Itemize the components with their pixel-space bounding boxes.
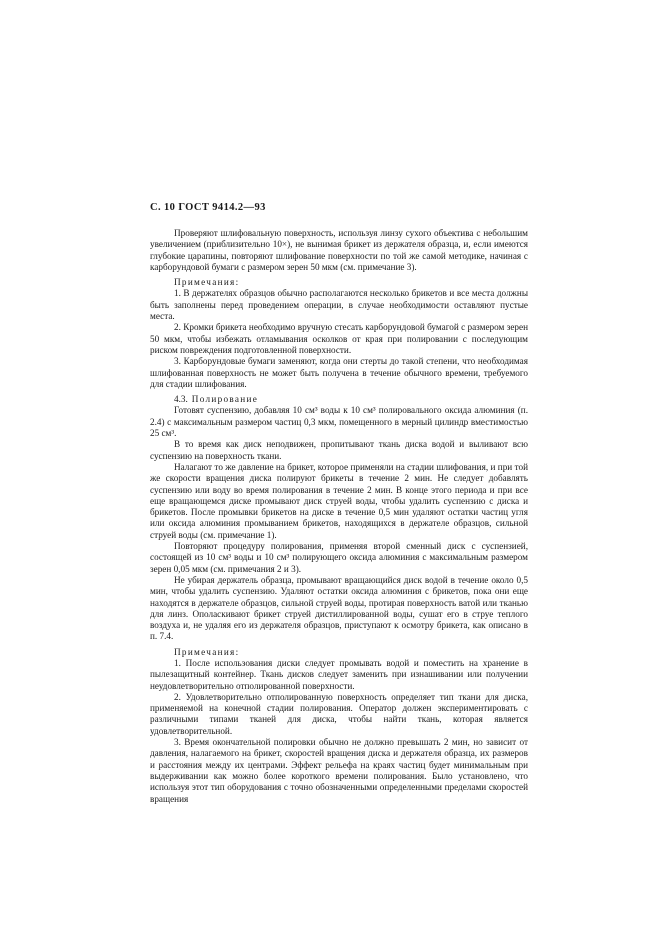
- page-content: [150, 228, 528, 805]
- note-2-1: 1. После использования диски следует промывать водой и поместить на хранение в пылезащитный контейнер. Ткань дисков следует заменить при изнашивании или получении неудовлетворительно отполированной поверхности.: [150, 657, 528, 691]
- p-holder: Не убирая держатель образца, промывают вращающийся диск водой в течение около 0,5 мин, чтобы удалить суспензию. Удаляют остатки оксида алюминия с брикетов, пока они еще находятся в держателе образцов, сильной струей воды, протирая поверхность ватой или тканью для линз. Ополаскивают брикет струей дистиллированной воды, сушат его в струе теплого воздуха и, не удаляя его из держателя образцов, приступают к осмотру брикета, как описано в п. 7.4.: [150, 574, 528, 642]
- note-2-2: 2. Удовлетворительно отполированную поверхность определяет тип ткани для диска, применяемой на конечной стадии полирования. Оператор должен экспериментировать с различными типами тканей для диска, чтобы найти ткань, которая является удовлетворительной.: [150, 691, 528, 736]
- note-2-3: 3. Время окончательной полировки обычно не должно превышать 2 мин, но зависит от давления, налагаемого на брикет, скоростей вращения диска и держателя образца, их размеров и расстояния между их центрами. Эффект рельефа на краях частиц будет минимальным при выдерживании как можно более короткого времени полирования. Было установлено, что используя этот тип оборудования с точно обозначенными определенными пределами скоростей вращения: [150, 737, 528, 804]
- notes-2-title: Примечания:: [174, 646, 240, 657]
- p-prepare: Готовят суспензию, добавляя 10 см³ воды к 10 см³ полировального оксида алюминия (п. 2.4) с максимальным размером частиц 0,3 мкм, помещенного в мерный цилиндр вместимостью 25 см³.: [150, 405, 528, 439]
- p-repeat: Повторяют процедуру полирования, применяя второй сменный диск с суспензией, состоящей из 10 см³ воды и 10 см³ полирующего оксида алюминия с максимальным размером зерен 0,05 мкм (см. примечания 2 и 3).: [150, 541, 528, 574]
- p-press: Налагают то же давление на брикет, которое применяли на стадии шлифования, и при той же скорости вращения диска полируют брикеты в течение 2 мин. Не следует добавлять суспензию или воду во время полирования в течение 2 мин. В конце этого периода и при все еще вращающемся диске промывают диск струей воды, чтобы удалить суспензию с диска и брикетов. После промывки брикетов на диске в течение 0,5 мин удаляют остатки частиц угля или оксида алюминия промыванием брикетов, находящихся в держателе образцов, сильной струей воды (см. примечание 1).: [150, 461, 528, 540]
- page-header: С. 10 ГОСТ 9414.2—93: [150, 202, 266, 213]
- p-check: Проверяют шлифовальную поверхность, используя линзу сухого объектива с небольшим увеличением (приблизительно 10×), не вынимая брикет из держателя образца, и, если имеются глубокие царапины, повторяют шлифование поверхности по той же самой методике, начиная с карборундовой бумаги с размером зерен 50 мкм (см. примечание 3).: [150, 228, 528, 272]
- note-1-1: 1. В держателях образцов обычно располагаются несколько брикетов и все места должны быть заполнены перед проведением операции, в случае необходимости оставляют пустые места.: [150, 288, 528, 322]
- note-1-3: 3. Карборундовые бумаги заменяют, когда они стерты до такой степени, что необходимая шлифованная поверхность не может быть получена в течение обычного времени, требуемого для стадии шлифования.: [150, 356, 528, 389]
- section-title: Полирование: [191, 394, 259, 405]
- p-disk: В то время как диск неподвижен, пропитывают ткань диска водой и выливают всю суспензию на поверхность ткани.: [150, 439, 528, 461]
- section-number: 4.3.: [174, 394, 188, 405]
- section-heading: [150, 394, 528, 405]
- notes-1-title: Примечания:: [174, 277, 240, 288]
- note-1-2: 2. Кромки брикета необходимо вручную стесать карборундовой бумагой с размером зерен 50 мкм, чтобы избежать отламывания осколков от края при полировании с последующим риском повреждения подготовленной поверхности.: [150, 322, 528, 355]
